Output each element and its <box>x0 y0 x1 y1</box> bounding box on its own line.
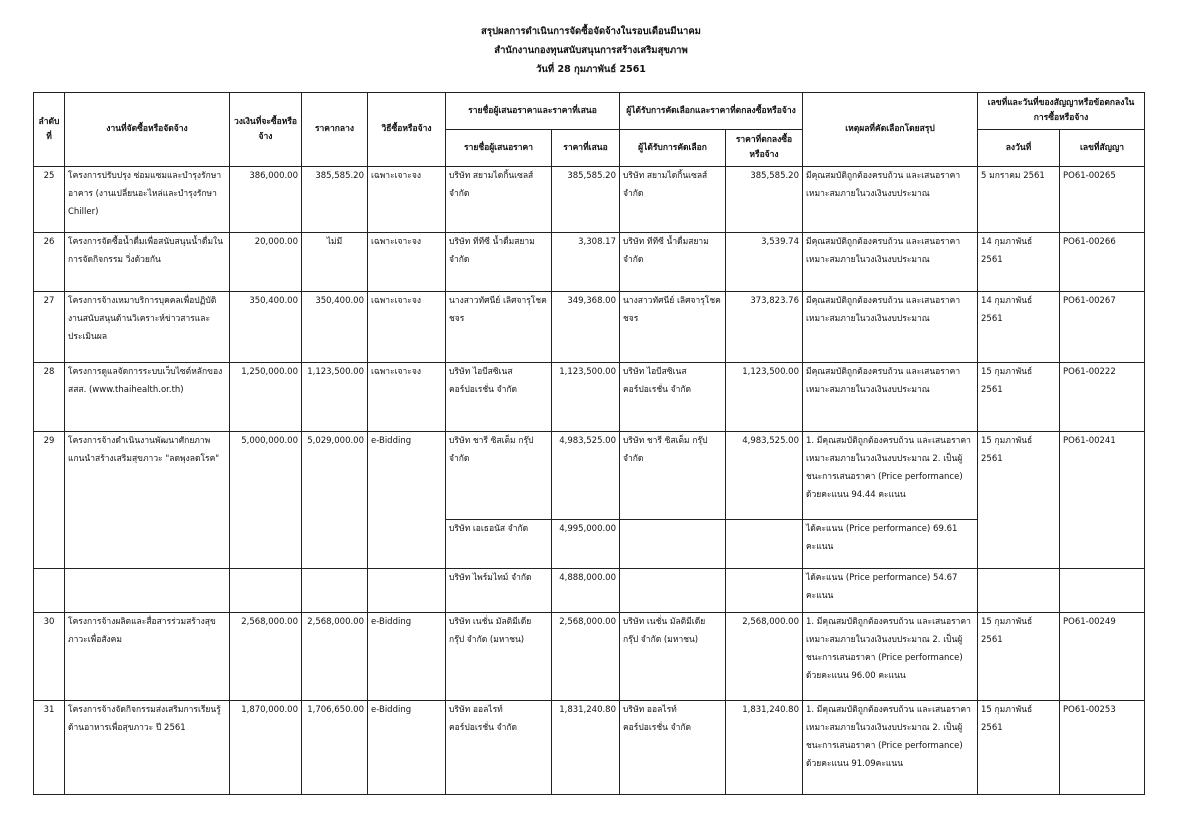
row-median: 2,568,000.00 <box>302 613 368 701</box>
row-selected: นางสาวทัศนีย์ เลิศจารุโชคชจร <box>620 292 726 363</box>
row-selected-empty <box>620 569 726 613</box>
col-agreed-price: ราคาที่ตกลงซื้อหรือจ้าง <box>726 130 803 167</box>
title-line-3: วันที่ 28 กุมภาพันธ์ 2561 <box>536 64 646 75</box>
row-agreed: 373,823.76 <box>726 292 803 363</box>
col-work: งานที่จัดซื้อหรือจัดจ้าง <box>65 93 230 167</box>
col-method: วิธีซื้อหรือจ้าง <box>368 93 446 167</box>
row-agreed: 2,568,000.00 <box>726 613 803 701</box>
row-bidder: บริษัท เนชั่น มัลติมีเดีย กรุ๊ป จำกัด (มหาชน) <box>446 613 552 701</box>
row-agreed: 4,983,525.00 <box>726 432 803 520</box>
row-reason: มีคุณสมบัติถูกต้องครบถ้วน และเสนอราคาเหมาะสมภายในวงเงินงบประมาณ <box>803 233 978 292</box>
row-reason: ได้คะแนน (Price performance) 54.67 คะแนน <box>803 569 978 613</box>
row-budget: 1,250,000.00 <box>230 363 302 432</box>
row-work-empty <box>65 569 230 613</box>
row-bidder: บริษัท ชารี ซิสเต็ม กรุ๊ป จำกัด <box>446 432 552 520</box>
row-bid: 349,368.00 <box>552 292 620 363</box>
row-contract: PO61-00267 <box>1060 292 1145 363</box>
row-selected: บริษัท สยามไดกิ้นเซลส์ จำกัด <box>620 167 726 233</box>
row-agreed: 1,123,500.00 <box>726 363 803 432</box>
row-date: 5 มกราคม 2561 <box>978 167 1060 233</box>
row-work: โครงการจ้างผลิตและสื่อสารร่วมสร้างสุขภาวะเพื่อสังคม <box>65 613 230 701</box>
row-method: เฉพาะเจาะจง <box>368 167 446 233</box>
row-bid: 3,308.17 <box>552 233 620 292</box>
row-selected: บริษัท ชารี ซิสเต็ม กรุ๊ป จำกัด <box>620 432 726 520</box>
row-contract: PO61-00266 <box>1060 233 1145 292</box>
table-row <box>34 167 1145 233</box>
row-contract: PO61-00253 <box>1060 701 1145 795</box>
title-line-1: สรุปผลการดำเนินการจัดซื้อจัดจ้างในรอบเดือนมีนาคม <box>481 26 701 37</box>
row-date: 15 กุมภาพันธ์ 2561 <box>978 701 1060 795</box>
table-row-sub <box>34 569 1145 613</box>
row-median: 1,706,650.00 <box>302 701 368 795</box>
row-date: 14 กุมภาพันธ์ 2561 <box>978 292 1060 363</box>
row-method: เฉพาะเจาะจง <box>368 363 446 432</box>
row-budget: 350,400.00 <box>230 292 302 363</box>
row-no-empty <box>34 569 65 613</box>
row-selected: บริษัท ทีทีซี น้ำดื่มสยาม จำกัด <box>620 233 726 292</box>
col-bidder-name: รายชื่อผู้เสนอราคา <box>446 130 552 167</box>
table-row <box>34 432 1145 520</box>
row-reason: 1. มีคุณสมบัติถูกต้องครบถ้วน และเสนอราคาเหมาะสมภายในวงเงินงบประมาณ 2. เป็นผู้ชนะการเสนอราคา (Price performance) ด้วยคะแนน 94.44 คะแนน <box>803 432 978 520</box>
row-work: โครงการจ้างดำเนินงานพัฒนาศักยภาพแกนนำสร้างเสริมสุขภาวะ "ลดพุงลดโรค" <box>65 432 230 569</box>
row-median: 350,400.00 <box>302 292 368 363</box>
row-contract: PO61-00241 <box>1060 432 1145 569</box>
row-work: โครงการจัดซื้อน้ำดื่มเพื่อสนับสนุนน้ำดื่มในการจัดกิจกรรม วิ่งด้วยกัน <box>65 233 230 292</box>
row-contract: PO61-00265 <box>1060 167 1145 233</box>
row-reason: ได้คะแนน (Price performance) 69.61 คะแนน <box>803 520 978 569</box>
row-median: 385,585.20 <box>302 167 368 233</box>
col-bid-price: ราคาที่เสนอ <box>552 130 620 167</box>
row-no: 31 <box>34 701 65 795</box>
row-method: เฉพาะเจาะจง <box>368 233 446 292</box>
row-work: โครงการจ้างเหมาบริการบุคคลเพื่อปฏิบัติงานสนับสนุนด้านวิเคราะห์ข่าวสารและประเมินผล <box>65 292 230 363</box>
row-bid: 1,831,240.80 <box>552 701 620 795</box>
row-agreed: 1,831,240.80 <box>726 701 803 795</box>
col-reason: เหตุผลที่คัดเลือกโดยสรุป <box>803 93 978 167</box>
row-bidder: บริษัท ไอบีสซิเนส คอร์ปอเรชั่น จำกัด <box>446 363 552 432</box>
row-selected: บริษัท เนชั่น มัลติมีเดีย กรุ๊ป จำกัด (มหาชน) <box>620 613 726 701</box>
procurement-table <box>33 92 1145 795</box>
col-contract-group: เลขที่และวันที่ของสัญญาหรือข้อตกลงในการซื้อหรือจ้าง <box>978 93 1145 130</box>
row-method: e-Bidding <box>368 432 446 569</box>
row-reason: มีคุณสมบัติถูกต้องครบถ้วน และเสนอราคาเหมาะสมภายในวงเงินงบประมาณ <box>803 363 978 432</box>
row-bidder: นางสาวทัศนีย์ เลิศจารุโชคชจร <box>446 292 552 363</box>
row-reason: มีคุณสมบัติถูกต้องครบถ้วน และเสนอราคาเหมาะสมภายในวงเงินงบประมาณ <box>803 292 978 363</box>
row-reason: 1. มีคุณสมบัติถูกต้องครบถ้วน และเสนอราคาเหมาะสมภายในวงเงินงบประมาณ 2. เป็นผู้ชนะการเสนอราคา (Price performance) ด้วยคะแนน 91.09คะแนน <box>803 701 978 795</box>
row-contract-empty <box>1060 569 1145 613</box>
row-selected: บริษัท ไอบีสซิเนส คอร์ปอเรชั่น จำกัด <box>620 363 726 432</box>
table-row <box>34 613 1145 701</box>
col-selected-name: ผู้ได้รับการคัดเลือก <box>620 130 726 167</box>
row-budget: 20,000.00 <box>230 233 302 292</box>
row-budget: 2,568,000.00 <box>230 613 302 701</box>
row-method-empty <box>368 569 446 613</box>
col-budget: วงเงินที่จะซื้อหรือจ้าง <box>230 93 302 167</box>
row-bid: 2,568,000.00 <box>552 613 620 701</box>
row-method: e-Bidding <box>368 613 446 701</box>
table-row <box>34 292 1145 363</box>
row-median-empty <box>302 569 368 613</box>
row-date: 15 กุมภาพันธ์ 2561 <box>978 432 1060 569</box>
row-contract: PO61-00249 <box>1060 613 1145 701</box>
row-selected: บริษัท ออลไรท์ คอร์ปอเรชั่น จำกัด <box>620 701 726 795</box>
row-bid: 4,995,000.00 <box>552 520 620 569</box>
row-work: โครงการจ้างจัดกิจกรรมส่งเสริมการเรียนรู้ด้านอาหารเพื่อสุขภาวะ ปี 2561 <box>65 701 230 795</box>
row-agreed: 385,585.20 <box>726 167 803 233</box>
row-bidder: บริษัท เอเธอนัส จำกัด <box>446 520 552 569</box>
table-row <box>34 233 1145 292</box>
row-bid: 4,983,525.00 <box>552 432 620 520</box>
row-bidder: บริษัท ไพร์มไทม์ จำกัด <box>446 569 552 613</box>
row-agreed: 3,539.74 <box>726 233 803 292</box>
table-row <box>34 363 1145 432</box>
row-budget: 5,000,000.00 <box>230 432 302 569</box>
col-date: ลงวันที่ <box>978 130 1060 167</box>
row-work: โครงการปรับปรุง ซ่อมแซมและบำรุงรักษาอาคาร (งานเปลี่ยนอะไหล่และบำรุงรักษา Chiller) <box>65 167 230 233</box>
row-median: ไม่มี <box>302 233 368 292</box>
row-method: e-Bidding <box>368 701 446 795</box>
row-budget-empty <box>230 569 302 613</box>
col-median: ราคากลาง <box>302 93 368 167</box>
row-date: 14 กุมภาพันธ์ 2561 <box>978 233 1060 292</box>
row-bidder: บริษัท สยามไดกิ้นเซลส์ จำกัด <box>446 167 552 233</box>
col-no: ลำดับที่ <box>34 93 65 167</box>
col-selected-group: ผู้ได้รับการคัดเลือกและราคาที่ตกลงซื้อหรือจ้าง <box>620 93 803 130</box>
table-row <box>34 701 1145 795</box>
col-bidders-group: รายชื่อผู้เสนอราคาและราคาที่เสนอ <box>446 93 620 130</box>
row-agreed-empty <box>726 520 803 569</box>
row-median: 5,029,000.00 <box>302 432 368 569</box>
row-date-empty <box>978 569 1060 613</box>
row-reason: มีคุณสมบัติถูกต้องครบถ้วน และเสนอราคาเหมาะสมภายในวงเงินงบประมาณ <box>803 167 978 233</box>
row-bidder: บริษัท ทีทีซี น้ำดื่มสยาม จำกัด <box>446 233 552 292</box>
row-work: โครงการดูแลจัดการระบบเว็บไซต์หลักของ สสส. (www.thaihealth.or.th) <box>65 363 230 432</box>
row-date: 15 กุมภาพันธ์ 2561 <box>978 363 1060 432</box>
row-no: 25 <box>34 167 65 233</box>
row-no: 26 <box>34 233 65 292</box>
row-no: 29 <box>34 432 65 569</box>
row-median: 1,123,500.00 <box>302 363 368 432</box>
row-no: 27 <box>34 292 65 363</box>
row-bidder: บริษัท ออลไรท์ คอร์ปอเรชั่น จำกัด <box>446 701 552 795</box>
col-contract-no: เลขที่สัญญา <box>1060 130 1145 167</box>
row-no: 28 <box>34 363 65 432</box>
row-selected-empty <box>620 520 726 569</box>
row-reason: 1. มีคุณสมบัติถูกต้องครบถ้วน และเสนอราคาเหมาะสมภายในวงเงินงบประมาณ 2. เป็นผู้ชนะการเสนอราคา (Price performance) ด้วยคะแนน 96.00 คะแนน <box>803 613 978 701</box>
title-line-2: สำนักงานกองทุนสนับสนุนการสร้างเสริมสุขภาพ <box>494 45 688 56</box>
row-bid: 4,888,000.00 <box>552 569 620 613</box>
row-date: 15 กุมภาพันธ์ 2561 <box>978 613 1060 701</box>
row-no: 30 <box>34 613 65 701</box>
row-budget: 1,870,000.00 <box>230 701 302 795</box>
document-header <box>0 22 1182 79</box>
row-method: เฉพาะเจาะจง <box>368 292 446 363</box>
row-agreed-empty <box>726 569 803 613</box>
row-contract: PO61-00222 <box>1060 363 1145 432</box>
row-budget: 386,000.00 <box>230 167 302 233</box>
row-bid: 385,585.20 <box>552 167 620 233</box>
row-bid: 1,123,500.00 <box>552 363 620 432</box>
